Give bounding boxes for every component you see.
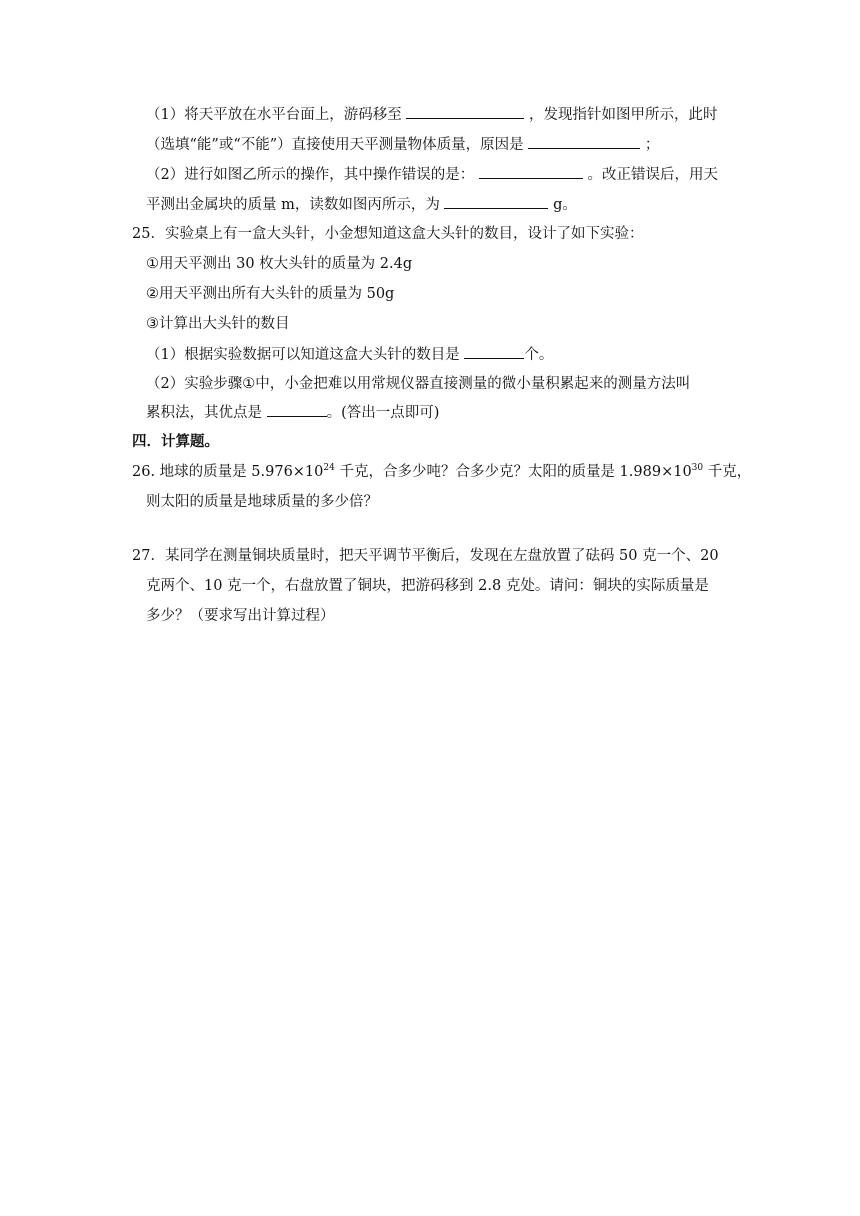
q25-part2-text-b: 中，小金把难以用常规仪器直接测量的微小量积累起来的测量方法叫 [255,376,691,392]
q25-step3 [146,314,290,334]
q24-part2-text-d: g。 [553,197,577,213]
q24-part1-text-b: ，发现指针如图甲所示，此时 [528,107,718,123]
q27-line2: 克两个、10 克一个，右盘放置了铜块，把游码移到 2.8 克处。请问：铜块的实际质量是 [146,578,709,594]
q25-stem: 25．实验桌上有一盒大头针，小金想知道这盒大头针的数目，设计了如下实验： [132,226,644,242]
q24-part2-text-b: 。改正错误后，用天 [587,167,718,183]
q26-text-a: 26. 地球的质量是 5.976×10 [132,464,324,480]
q25-step1-text: 用天平测出 30 枚大头针的质量为 2.4g [159,256,413,272]
q24-answer-blank-3[interactable] [479,164,583,179]
q24-part1-text-a: （1）将天平放在水平台面上，游码移至 [146,107,402,123]
q24-part1-text-d: ； [644,137,660,153]
q25-step1 [146,254,412,274]
q25-part2-text-a: （2）实验步骤 [146,376,243,392]
q24-part2-text-c: 平测出金属块的质量 m，读数如图丙所示，为 [146,197,440,213]
q25-part2-text-c: 累积法，其优点是 [146,405,262,421]
q26-line1 [132,462,751,482]
q27-line3: 多少？（要求写出计算过程） [146,608,335,624]
q25-part2-line2 [146,402,439,423]
q26-text-b: 千克，合多少吨？合多少克？太阳的质量是 1.989×10 [334,464,692,480]
step2-circled-number: ② [146,286,159,302]
q26-exponent-2: 30 [691,463,704,473]
q25-answer-blank-1[interactable] [464,344,524,359]
q25-step2 [146,284,394,304]
step3-circled-number: ③ [146,316,159,332]
q25-answer-blank-2[interactable] [267,402,327,417]
q24-part1-text-c: （选填“能”或“不能”）直接使用天平测量物体质量，原因是 [146,137,524,153]
q26-exponent-1: 24 [323,463,335,473]
q24-part1-line1 [146,104,717,125]
q25-part1 [146,344,553,365]
q25-part2-text-d: 。(答出一点即可) [326,405,440,421]
q24-answer-blank-1[interactable] [406,104,524,119]
q26-text-c: 千克， [703,464,752,480]
q24-part2-text-a: （2）进行如图乙所示的操作，其中操作错误的是： [146,167,475,183]
step1-circled-number: ① [146,256,159,272]
q24-answer-blank-4[interactable] [444,194,548,209]
q24-part2-line1 [146,164,718,185]
q25-step3-text: 计算出大头针的数目 [159,316,290,332]
q27-line1: 27．某同学在测量铜块质量时，把天平调节平衡后，发现在左盘放置了砝码 50 克一个、20 [132,548,719,564]
q25-part1-text-a: （1）根据实验数据可以知道这盒大头针的数目是 [146,347,460,363]
q24-answer-blank-2[interactable] [528,134,640,149]
q24-part1-line2 [146,134,659,155]
q25-step2-text: 用天平测出所有大头针的质量为 50g [159,286,395,302]
section-heading: 四．计算题。 [132,433,219,450]
q25-part2-line1 [146,374,690,394]
part2-circled-number: ① [242,376,256,392]
q26-line2: 则太阳的质量是地球质量的多少倍？ [146,494,378,510]
q25-part1-text-b: 个。 [524,347,554,363]
q24-part2-line2 [146,194,577,215]
